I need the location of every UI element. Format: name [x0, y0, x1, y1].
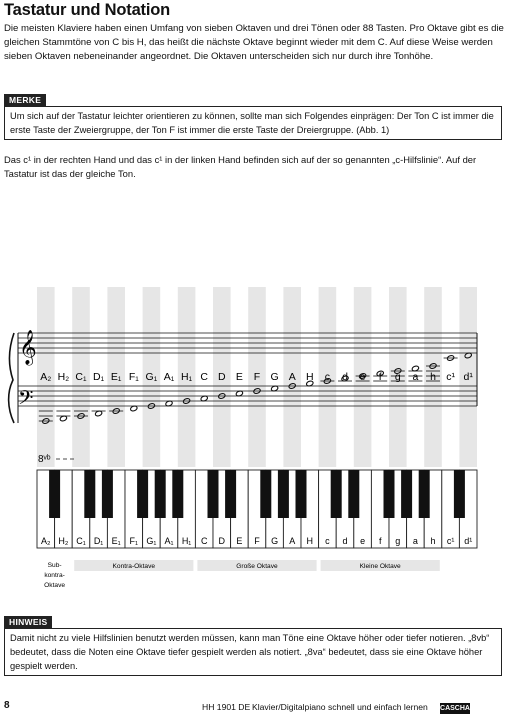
intro-paragraph: Die meisten Klaviere haben einen Umfang von sieben Oktaven und drei Tönen oder 88 Tasten. Pro Oktave gibt es die gleichen Stammtöne von C bis H, das heißt die nächste Oktave beginnt wieder mit dem C. Auf diese Weise werden sieben Oktaven nebeneinander angeordnet. Die Oktaven unterscheiden sich nur durch ihre Tonhöhe.: [4, 23, 504, 62]
hinweis-label: HINWEIS: [4, 616, 52, 628]
bass-clef-icon: 𝄢: [18, 387, 34, 414]
staff-note-name: d¹: [463, 371, 473, 383]
staff-note-name: A₁: [163, 371, 175, 383]
staff-note-name: H: [306, 371, 314, 383]
octave-label: Oktave: [44, 582, 66, 589]
page-title: Tastatur und Notation: [4, 1, 170, 19]
staff-note-name: D: [218, 371, 226, 383]
staff-note-name: E₁: [110, 371, 122, 383]
black-key: [260, 470, 271, 518]
black-key: [155, 470, 166, 518]
key-note-name: A: [289, 536, 296, 546]
key-note-name: H₂: [58, 536, 69, 546]
black-key: [137, 470, 148, 518]
staff-note-name: f: [378, 371, 382, 383]
staff-note-name: E: [235, 371, 243, 383]
octave-label: kontra-: [44, 572, 65, 579]
black-key: [102, 470, 113, 518]
key-note-name: F₁: [129, 536, 139, 546]
staff-note-name: g: [394, 371, 401, 383]
black-key: [49, 470, 60, 518]
black-key: [419, 470, 430, 518]
hinweis-box: [4, 628, 502, 676]
publisher-logo: CASCHA: [440, 705, 470, 712]
key-note-name: c¹: [446, 536, 455, 546]
merke-label: MERKE: [4, 94, 46, 106]
key-note-name: G: [271, 536, 279, 546]
black-key: [296, 470, 307, 518]
octave-label: Kontra-Oktave: [112, 563, 156, 570]
black-key: [331, 470, 342, 518]
key-note-name: D₁: [93, 536, 104, 546]
black-key: [454, 470, 465, 518]
key-note-name: a: [412, 536, 418, 546]
octave-label: Kleine Oktave: [359, 563, 401, 570]
staff-note-name: H₁: [181, 371, 193, 383]
staff-note-name: e: [359, 371, 366, 383]
staff-note-name: F₁: [128, 371, 139, 383]
key-note-name: H₁: [181, 536, 192, 546]
book-title: Klavier/Digitalpiano schnell und einfach lernen: [252, 702, 428, 712]
key-note-name: A₂: [41, 536, 51, 546]
key-note-name: C₁: [76, 536, 86, 546]
key-note-name: A₁: [164, 536, 174, 546]
black-key: [348, 470, 359, 518]
staff-note-name: G₁: [145, 371, 158, 383]
black-key: [384, 470, 395, 518]
key-note-name: f: [378, 536, 382, 546]
black-key: [225, 470, 236, 518]
black-key: [208, 470, 219, 518]
staff-note-name: c: [324, 371, 331, 383]
merke-text: Um sich auf der Tastatur leichter orientieren zu können, sollte man sich Folgendes einprägen: Der Ton C ist immer die erste Taste der Zweiergruppe, der Ton F ist immer die erste Taste der Dreiergruppe. (Abb. 1): [10, 111, 494, 135]
ottava-bassa-label: 8ᵛᵇ: [38, 454, 51, 465]
staff-note-name: G: [270, 371, 279, 383]
key-note-name: e: [360, 536, 366, 546]
staff-note-name: A₂: [40, 371, 52, 383]
staff-note-name: D₁: [93, 371, 105, 383]
key-note-name: C: [200, 536, 208, 546]
key-note-name: g: [395, 536, 401, 546]
key-note-name: d¹: [464, 536, 473, 546]
c-hilfslinie-paragraph: Das c¹ in der rechten Hand und das c¹ in der linken Hand befinden sich auf der so genannten „c-Hilfslinie“. Auf der Tastatur ist das der gleiche Ton.: [4, 154, 477, 179]
treble-clef-icon: 𝄞: [19, 331, 37, 364]
merke-box: [4, 106, 502, 140]
key-note-name: c: [325, 536, 330, 546]
key-note-name: E: [236, 536, 243, 546]
page-number: 8: [4, 700, 10, 711]
key-note-name: H: [306, 536, 314, 546]
staff-note-name: A: [288, 371, 296, 383]
staff-note-name: C: [200, 371, 208, 383]
key-note-name: G₁: [146, 536, 157, 546]
black-key: [278, 470, 289, 518]
octave-label: Sub-: [47, 562, 62, 569]
key-note-name: d: [342, 536, 348, 546]
staff-note-name: a: [412, 371, 419, 383]
black-key: [172, 470, 183, 518]
key-note-name: D: [218, 536, 226, 546]
staff-note-name: C₁: [75, 371, 87, 383]
octave-labels: [44, 560, 440, 589]
brace-icon: [9, 333, 14, 423]
key-note-name: h: [430, 536, 436, 546]
octave-label: Große Oktave: [236, 563, 278, 570]
black-key: [84, 470, 95, 518]
keyboard-notation-figure: [0, 280, 511, 600]
staff-note-name: h: [430, 371, 436, 383]
key-note-name: F: [254, 536, 260, 546]
key-note-name: E₁: [111, 536, 121, 546]
staff-note-name: H₂: [57, 371, 70, 383]
product-code: HH 1901 DE: [202, 702, 251, 712]
black-key: [401, 470, 412, 518]
hinweis-text: Damit nicht zu viele Hilfslinien benutzt werden müssen, kann man Töne eine Oktave höher oder tiefer notieren. „8vb“ bedeutet, dass die Noten eine Oktave tiefer gespielt werden als notiert. „8va“ bedeutet, dass sie eine Oktave höher gespielt werden.: [10, 633, 490, 671]
staff-note-name: d: [342, 371, 348, 383]
staff-note-name: c¹: [446, 371, 455, 383]
staff-note-name: F: [253, 371, 261, 383]
